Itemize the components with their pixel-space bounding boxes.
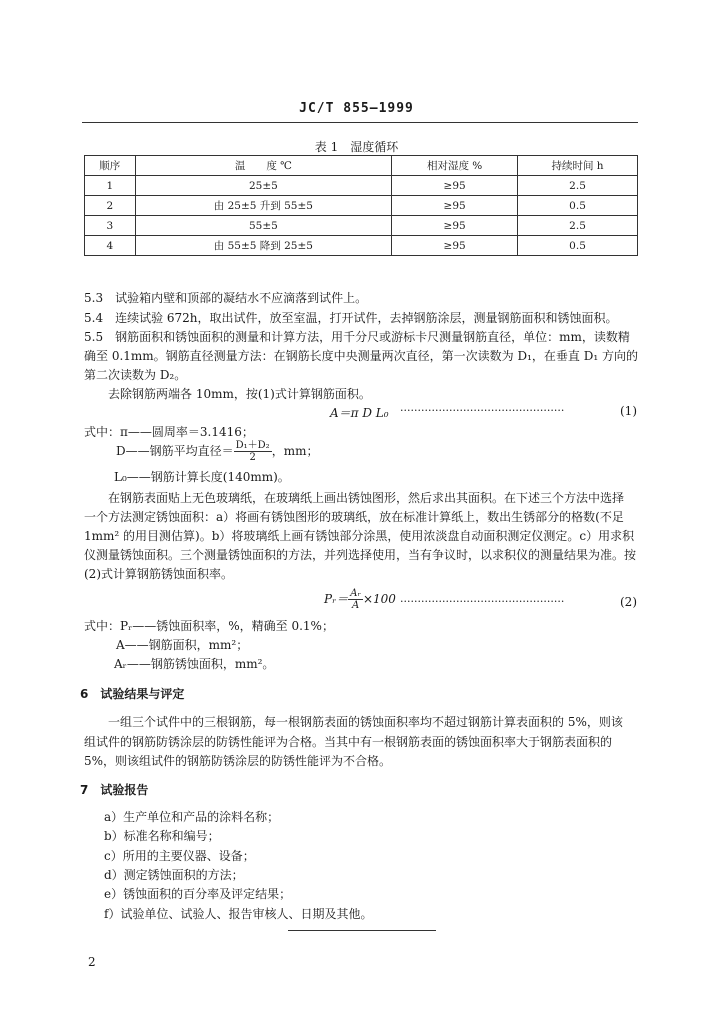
end-rule <box>288 930 436 931</box>
paragraph-line: 一个方法测定锈蚀面积：a）将画有锈蚀图形的玻璃纸，放在标准计算纸上，数出生锈部分的格数(不足 <box>84 510 624 524</box>
table-row <box>85 196 638 216</box>
report-item-e: e）锈蚀面积的百分率及评定结果； <box>104 887 292 901</box>
table-cell: ≥95 <box>392 216 518 236</box>
fraction-numerator: D₁＋D₂ <box>235 440 270 451</box>
humidity-cycle-table <box>84 155 638 256</box>
paragraph-line: 在钢筋表面贴上无色玻璃纸，在玻璃纸上画出锈蚀图形，然后求出其面积。在下述三个方法中选择 <box>108 491 625 505</box>
clause-5-5-line1: 5.5 钢筋面积和锈蚀面积的测量和计算方法，用千分尺或游标卡尺测量钢筋直径，单位：mm，读数精 <box>84 330 630 344</box>
table-cell: 2.5 <box>518 216 638 236</box>
table-header-cell: 持续时间 h <box>518 156 638 176</box>
fraction-denominator: 2 <box>249 452 256 463</box>
report-item-c: c）所用的主要仪器、设备； <box>104 849 255 863</box>
equation-2-number: (2) <box>620 595 637 609</box>
section-6-line2: 组试件的钢筋防锈涂层的防锈性能评为合格。当其中有一根钢筋表面的锈蚀面积率大于钢筋表面积的 <box>84 735 613 749</box>
table-header-cell: 顺序 <box>85 156 136 176</box>
page-number: 2 <box>88 955 96 969</box>
report-item-a: a）生产单位和产品的涂料名称； <box>104 810 280 824</box>
section-6-heading: 6 试验结果与评定 <box>80 687 185 701</box>
table-cell: 1 <box>85 176 136 196</box>
section-6-line1: 一组三个试件中的三根钢筋，每一根钢筋表面的锈蚀面积率均不超过钢筋计算表面积的 5%，则该 <box>108 715 623 729</box>
table-cell: 由 25±5 升到 55±5 <box>135 196 392 216</box>
table-header-cell: 相对湿度 % <box>392 156 518 176</box>
paragraph-line: 1mm² 的用目测估算)。b）将玻璃纸上画有锈蚀部分涂黑，使用浓淡盘自动面积测定仪测定。c）用求积 <box>84 529 635 543</box>
table-cell: ≥95 <box>392 176 518 196</box>
clause-5-5-line2: 确至 0.1mm。钢筋直径测量方法：在钢筋长度中央测量两次直径，第一次读数为 D₁，在垂直 D₁ 方向的 <box>84 349 638 363</box>
clause-5-4: 5.4 连续试验 672h，取出试件，放至室温，打开试件，去掉钢筋涂层，测量钢筋面积和锈蚀面积。 <box>84 311 618 325</box>
definition-ar: Aᵣ——钢筋锈蚀面积，mm²。 <box>114 657 275 671</box>
page-header: JC/T 855—1999 <box>299 101 414 116</box>
clause-5-5-line3: 第二次读数为 D₂。 <box>84 368 187 382</box>
table-row <box>85 176 638 196</box>
paragraph-line: (2)式计算钢筋锈蚀面积率。 <box>84 567 233 581</box>
header-rule <box>82 122 638 123</box>
where-pr: 式中：Pᵣ——锈蚀面积率，%，精确至 0.1%； <box>84 619 334 633</box>
equation-2-rhs: ×100 <box>362 592 396 606</box>
where-pi: 式中：π——圆周率＝3.1416； <box>84 425 254 439</box>
table-row <box>85 216 638 236</box>
section-6-line3: 5%，则该组试件的钢筋防锈涂层的防锈性能评为不合格。 <box>84 754 392 768</box>
fraction-denominator: A <box>351 600 360 611</box>
table-cell: 由 55±5 降到 25±5 <box>135 236 392 256</box>
clause-5-3: 5.3 试验箱内壁和顶部的凝结水不应滴落到试件上。 <box>84 291 368 305</box>
table-header-row <box>85 156 638 176</box>
area-calc-intro: 去除钢筋两端各 10mm，按(1)式计算钢筋面积。 <box>108 387 371 401</box>
table-cell: 0.5 <box>518 236 638 256</box>
definition-d <box>116 440 318 463</box>
table-cell: 4 <box>85 236 136 256</box>
equation-2 <box>324 588 396 611</box>
table-row <box>85 236 638 256</box>
equation-1-number: (1) <box>620 404 637 418</box>
report-item-b: b）标准名称和编号； <box>104 829 220 843</box>
diameter-fraction <box>234 440 272 463</box>
table-caption: 表 1 湿度循环 <box>314 140 399 154</box>
paragraph-line: 仪测量锈蚀面积。三个测量锈蚀面积的方法，并列选择使用，当有争议时，以求积仪的测量结果为准。按 <box>84 548 637 562</box>
table-cell: 25±5 <box>135 176 392 196</box>
table-cell: ≥95 <box>392 196 518 216</box>
table-cell: 55±5 <box>135 216 392 236</box>
equation-2-lhs: Pᵣ＝ <box>324 592 349 606</box>
rust-rate-fraction <box>348 588 363 611</box>
equation-leader: ··············································· <box>400 595 565 608</box>
equation-1: A＝π D L₀ <box>330 406 389 420</box>
fraction-numerator: Aᵣ <box>350 588 361 599</box>
table-cell: 2 <box>85 196 136 216</box>
report-item-d: d）测定锈蚀面积的方法； <box>104 868 244 882</box>
table-cell: 3 <box>85 216 136 236</box>
table-cell: 0.5 <box>518 196 638 216</box>
table-header-cell: 温 度 ℃ <box>135 156 392 176</box>
report-item-f: f）试验单位、试验人、报告审核人、日期及其他。 <box>104 907 373 921</box>
definition-l0: L₀——钢筋计算长度(140mm)。 <box>114 470 290 484</box>
table-cell: 2.5 <box>518 176 638 196</box>
section-7-heading: 7 试验报告 <box>80 783 149 797</box>
definition-d-label: D——钢筋平均直径＝ <box>116 444 234 458</box>
definition-a: A——钢筋面积，mm²； <box>116 638 249 652</box>
table-cell: ≥95 <box>392 236 518 256</box>
equation-leader: ··············································· <box>400 404 565 417</box>
definition-d-unit: ，mm； <box>271 444 319 458</box>
